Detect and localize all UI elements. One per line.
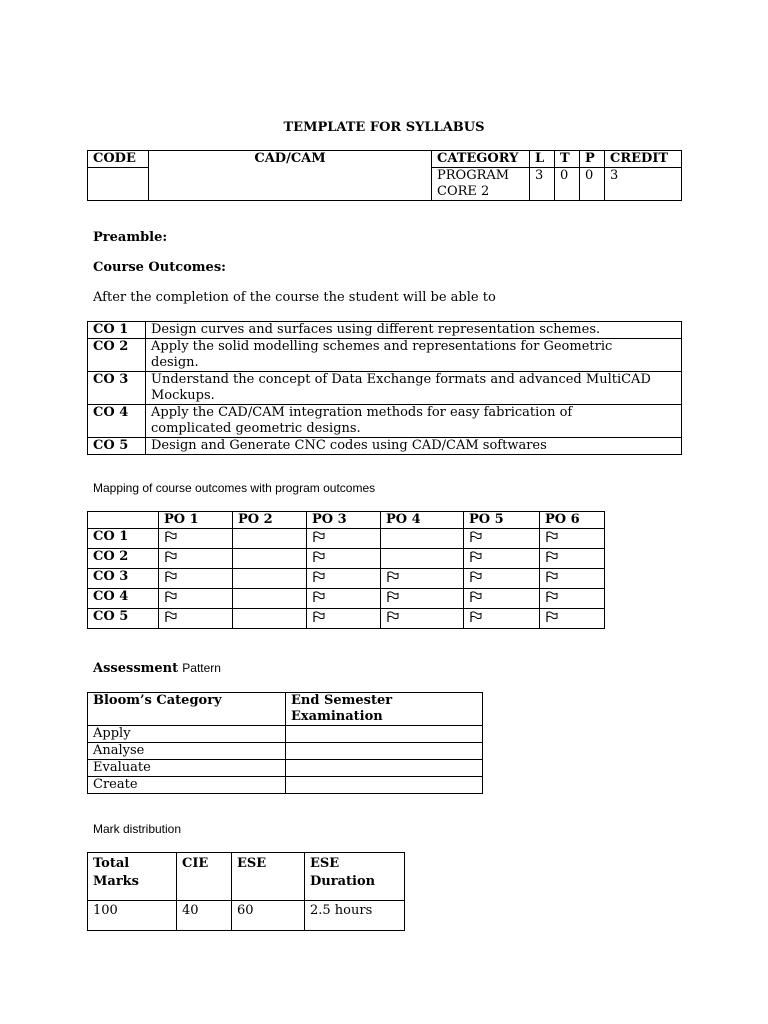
co-code: CO 1 [88, 322, 146, 339]
intro-text: After the completion of the course the student will be able to [93, 290, 496, 305]
mapping-cell [159, 549, 233, 569]
mapping-cell [381, 529, 464, 549]
po-header: PO 4 [381, 512, 464, 529]
co-code: CO 5 [88, 438, 146, 455]
flag-icon [469, 531, 483, 543]
flag-icon [545, 571, 559, 583]
flag-icon [164, 611, 178, 623]
co-description-line-1: Understand the concept of Data Exchange formats and advanced MultiCAD [151, 372, 651, 387]
flag-icon [164, 531, 178, 543]
blooms-category-header: Bloom’s Category [88, 693, 286, 726]
co-description-line-1: Apply the solid modelling schemes and representations for Geometric [151, 339, 613, 354]
mapping-row [88, 569, 605, 589]
mapping-cell [464, 569, 540, 589]
mapping-cell [464, 529, 540, 549]
flag-icon [312, 531, 326, 543]
flag-icon [545, 531, 559, 543]
mapping-cell [233, 549, 307, 569]
category-line-2: CORE 2 [437, 184, 490, 199]
course-outcomes-table [87, 321, 682, 455]
mapping-co-label: CO 3 [88, 569, 159, 589]
mapping-cell [540, 589, 605, 609]
assessment-row [88, 743, 483, 760]
assessment-label-rest: Pattern [182, 661, 221, 675]
mapping-cell [540, 609, 605, 629]
ese-duration-header [305, 853, 405, 901]
assessment-row [88, 726, 483, 743]
mapping-cell [307, 609, 381, 629]
mapping-cell [307, 569, 381, 589]
course-info-table [87, 150, 682, 201]
mapping-cell [233, 569, 307, 589]
blooms-category: Evaluate [88, 760, 286, 777]
marks-table [87, 852, 405, 931]
mapping-cell [233, 609, 307, 629]
flag-icon [164, 591, 178, 603]
end-semester-value [286, 760, 483, 777]
mapping-cell [540, 529, 605, 549]
co-description [146, 372, 682, 405]
l-value: 3 [530, 168, 555, 201]
co-description-line-1: Design and Generate CNC codes using CAD/CAM softwares [151, 438, 547, 453]
mapping-cell [307, 529, 381, 549]
flag-icon [469, 611, 483, 623]
code-header: CODE [88, 151, 149, 168]
flag-icon [312, 551, 326, 563]
flag-icon [386, 591, 400, 603]
mapping-cell [381, 609, 464, 629]
co-description-line-2: design. [151, 355, 199, 370]
po-header: PO 3 [307, 512, 381, 529]
mapping-cell [159, 609, 233, 629]
mapping-cell [464, 609, 540, 629]
mapping-co-label: CO 5 [88, 609, 159, 629]
flag-icon [545, 551, 559, 563]
assessment-table [87, 692, 483, 794]
flag-icon [312, 611, 326, 623]
mapping-row [88, 529, 605, 549]
page-title: TEMPLATE FOR SYLLABUS [283, 120, 485, 135]
mapping-label: Mapping of course outcomes with program outcomes [93, 481, 376, 495]
flag-icon [545, 591, 559, 603]
flag-icon [386, 571, 400, 583]
mark-distribution-label: Mark distribution [93, 822, 182, 836]
mapping-row [88, 549, 605, 569]
total-marks-line-1: Total [93, 856, 130, 871]
p-header: P [580, 151, 605, 168]
preamble-label: Preamble: [93, 230, 168, 245]
cie-value: 40 [177, 901, 232, 931]
mapping-corner-cell [88, 512, 159, 529]
t-header: T [555, 151, 580, 168]
mapping-co-label: CO 4 [88, 589, 159, 609]
credit-value: 3 [605, 168, 682, 201]
assessment-row [88, 777, 483, 794]
mapping-header-row [88, 512, 605, 529]
mapping-cell [381, 569, 464, 589]
mapping-row [88, 609, 605, 629]
mapping-table [87, 511, 605, 629]
cie-header: CIE [177, 853, 232, 901]
co-description-line-1: Design curves and surfaces using different representation schemes. [151, 322, 601, 337]
assessment-row [88, 760, 483, 777]
mapping-cell [464, 589, 540, 609]
co-code: CO 4 [88, 405, 146, 438]
course-outcome-row [88, 339, 682, 372]
flag-icon [312, 591, 326, 603]
po-header: PO 1 [159, 512, 233, 529]
co-code: CO 3 [88, 372, 146, 405]
mapping-cell [159, 529, 233, 549]
total-marks-line-2: Marks [93, 874, 139, 889]
flag-icon [469, 571, 483, 583]
course-outcome-row [88, 322, 682, 339]
mapping-cell [159, 569, 233, 589]
ese-header: ESE [232, 853, 305, 901]
co-description-line-1: Apply the CAD/CAM integration methods for easy fabrication of [151, 405, 573, 420]
category-line-1: PROGRAM [437, 168, 510, 183]
ese-duration-value: 2.5 hours [305, 901, 405, 931]
co-description [146, 438, 682, 455]
flag-icon [545, 611, 559, 623]
category-header: CATEGORY [432, 151, 530, 168]
mapping-cell [159, 589, 233, 609]
category-value [432, 168, 530, 201]
co-description [146, 405, 682, 438]
mapping-co-label: CO 2 [88, 549, 159, 569]
mapping-cell [307, 589, 381, 609]
po-header: PO 2 [233, 512, 307, 529]
l-header: L [530, 151, 555, 168]
mapping-cell [233, 589, 307, 609]
flag-icon [386, 611, 400, 623]
end-semester-value [286, 726, 483, 743]
blooms-category: Create [88, 777, 286, 794]
course-outcome-row [88, 372, 682, 405]
credit-header: CREDIT [605, 151, 682, 168]
flag-icon [312, 571, 326, 583]
flag-icon [469, 551, 483, 563]
total-marks-header [88, 853, 177, 901]
course-name: CAD/CAM [149, 151, 432, 201]
co-code: CO 2 [88, 339, 146, 372]
assessment-label-bold: Assessment [93, 661, 179, 676]
mapping-co-label: CO 1 [88, 529, 159, 549]
mapping-cell [233, 529, 307, 549]
assessment-label [93, 661, 221, 676]
flag-icon [164, 571, 178, 583]
mapping-cell [381, 549, 464, 569]
course-outcome-row [88, 438, 682, 455]
po-header: PO 6 [540, 512, 605, 529]
end-semester-value [286, 743, 483, 760]
end-semester-value [286, 777, 483, 794]
mapping-cell [540, 549, 605, 569]
course-outcomes-label: Course Outcomes: [93, 260, 226, 275]
mapping-cell [381, 589, 464, 609]
end-semester-line-2: Examination [291, 709, 383, 724]
co-description-line-2: complicated geometric designs. [151, 421, 361, 436]
co-description [146, 339, 682, 372]
total-marks-value: 100 [88, 901, 177, 931]
code-value-cell [88, 168, 149, 201]
co-description [146, 322, 682, 339]
co-description-line-2: Mockups. [151, 388, 215, 403]
end-semester-header [286, 693, 483, 726]
flag-icon [469, 591, 483, 603]
flag-icon [164, 551, 178, 563]
mapping-cell [540, 569, 605, 589]
ese-duration-line-1: ESE [310, 856, 340, 871]
blooms-category: Analyse [88, 743, 286, 760]
t-value: 0 [555, 168, 580, 201]
po-header: PO 5 [464, 512, 540, 529]
end-semester-line-1: End Semester [291, 693, 393, 708]
mapping-row [88, 589, 605, 609]
course-outcome-row [88, 405, 682, 438]
ese-value: 60 [232, 901, 305, 931]
ese-duration-line-2: Duration [310, 874, 376, 889]
mapping-cell [307, 549, 381, 569]
blooms-category: Apply [88, 726, 286, 743]
p-value: 0 [580, 168, 605, 201]
mapping-cell [464, 549, 540, 569]
